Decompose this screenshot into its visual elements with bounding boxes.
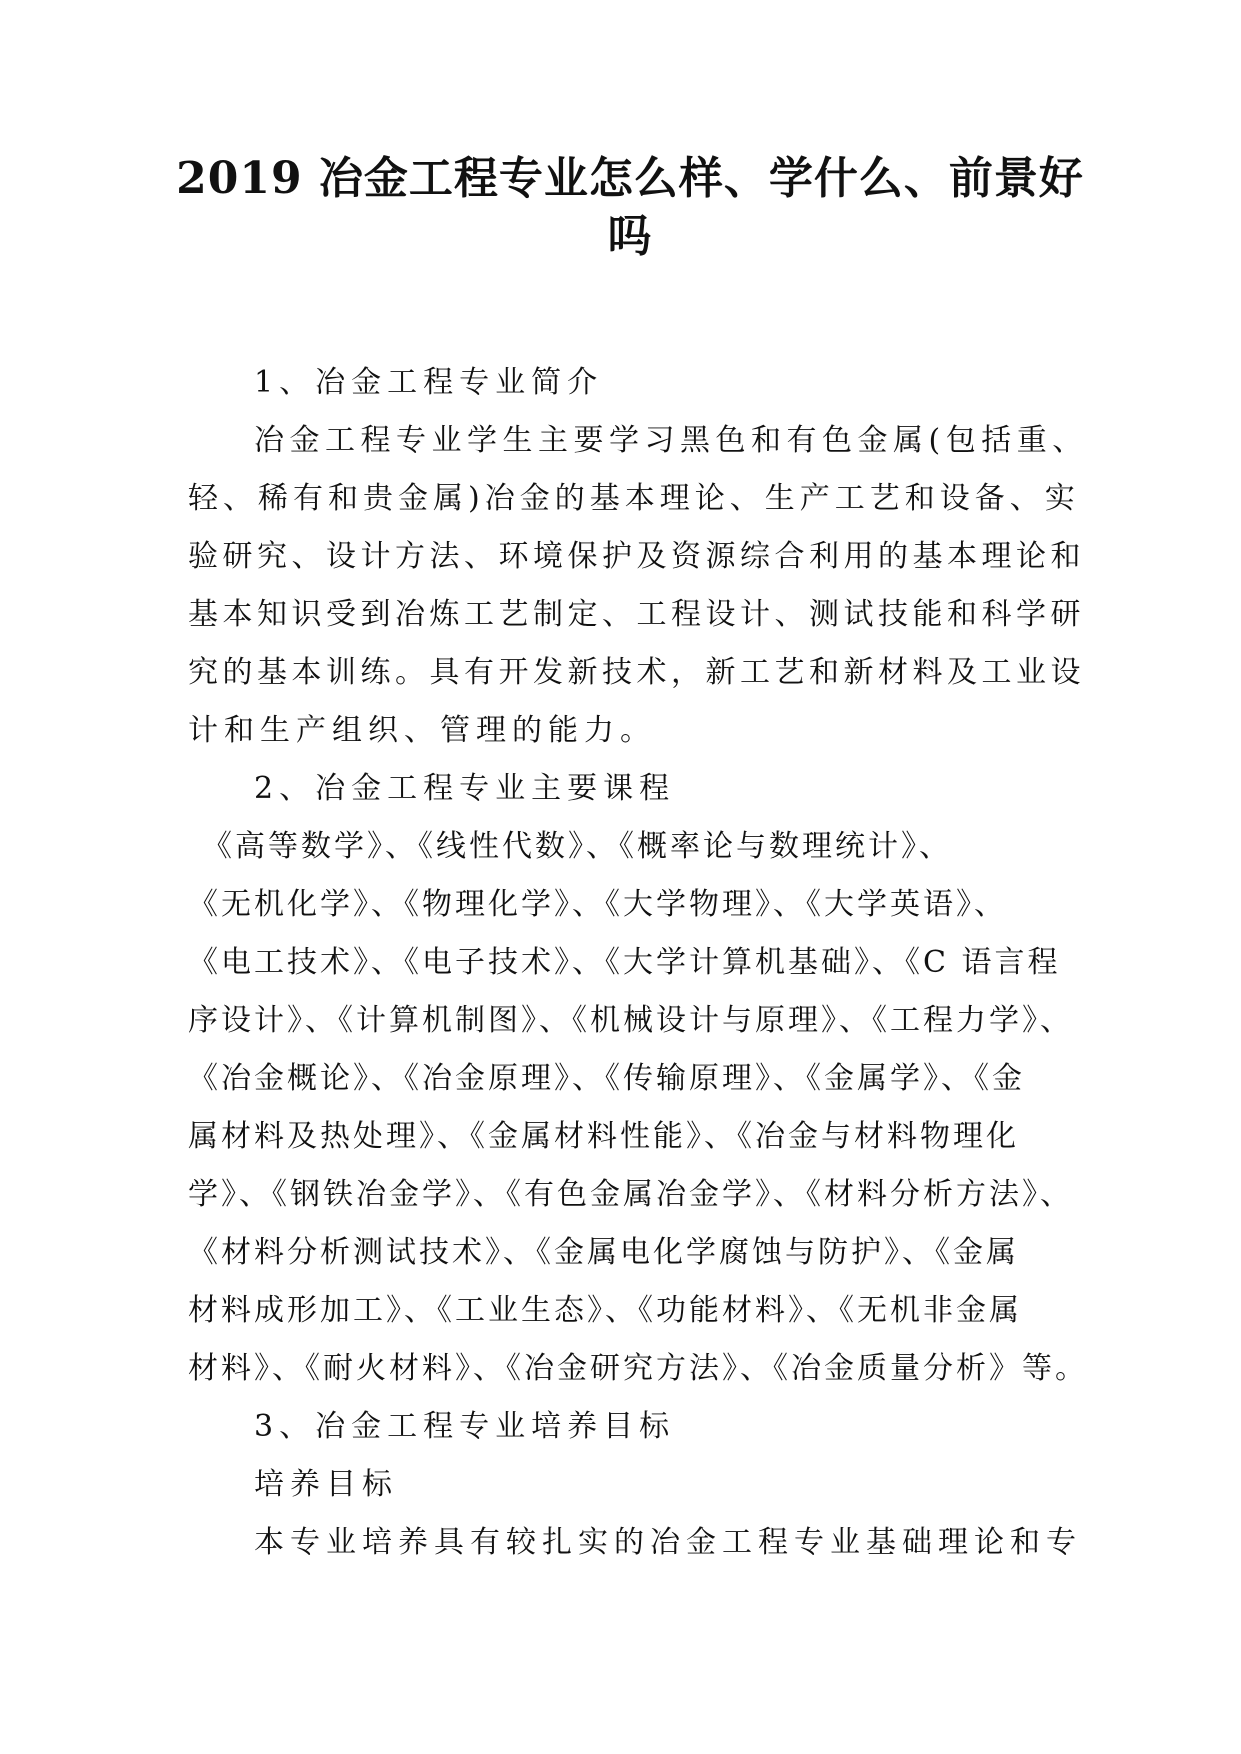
section-1-paragraph-line: 冶金工程专业学生主要学习黑色和有色金属(包括重、 <box>254 423 1088 458</box>
document-title <box>160 150 1100 266</box>
section-3-paragraph-line: 本专业培养具有较扎实的冶金工程专业基础理论和专 <box>254 1525 1082 1560</box>
course-list-line: 《无机化学》、《物理化学》、《大学物理》、《大学英语》、 <box>188 887 1007 922</box>
section-3-subheading: 培养目标 <box>254 1467 398 1502</box>
section-1-paragraph-line: 验研究、设计方法、环境保护及资源综合利用的基本理论和 <box>188 539 1085 574</box>
course-list-line: 学》、《钢铁冶金学》、《有色金属冶金学》、《材料分析方法》、 <box>188 1177 1073 1212</box>
document-title-line-1: 2019 冶金工程专业怎么样、学什么、前景好 <box>176 153 1084 204</box>
course-list-line: 材料成形加工》、《工业生态》、《功能材料》、《无机非金属 <box>188 1293 1022 1328</box>
course-list-line: 属材料及热处理》、《金属材料性能》、《冶金与材料物理化 <box>188 1119 1019 1154</box>
course-list-line: 材料》、《耐火材料》、《冶金研究方法》、《冶金质量分析》等。 <box>188 1351 1088 1386</box>
course-list-line: 《材料分析测试技术》、《金属电化学腐蚀与防护》、《金属 <box>188 1235 1019 1270</box>
document-title-line-2: 吗 <box>607 211 653 262</box>
section-1-paragraph-line: 基本知识受到冶炼工艺制定、工程设计、测试技能和科学研 <box>188 597 1085 632</box>
course-list-line: 《冶金概论》、《冶金原理》、《传输原理》、《金属学》、《金 <box>188 1061 1025 1096</box>
course-list-line: 《电工技术》、《电子技术》、《大学计算机基础》、《C 语言程 <box>188 945 1061 980</box>
course-list-line: 《高等数学》、《线性代数》、《概率论与数理统计》、 <box>202 829 952 864</box>
section-1-paragraph-line: 究的基本训练。具有开发新技术，新工艺和新材料及工业设 <box>188 655 1085 690</box>
section-2-heading: 2、冶金工程专业主要课程 <box>254 771 676 806</box>
section-1-paragraph-line: 轻、稀有和贵金属)冶金的基本理论、生产工艺和设备、实 <box>188 481 1080 516</box>
course-list-line: 序设计》、《计算机制图》、《机械设计与原理》、《工程力学》、 <box>188 1003 1073 1038</box>
section-1-heading: 1、冶金工程专业简介 <box>254 365 604 400</box>
section-1-paragraph-line: 计和生产组织、管理的能力。 <box>188 713 656 748</box>
document-body <box>188 354 1088 1572</box>
section-3-heading: 3、冶金工程专业培养目标 <box>254 1409 676 1444</box>
